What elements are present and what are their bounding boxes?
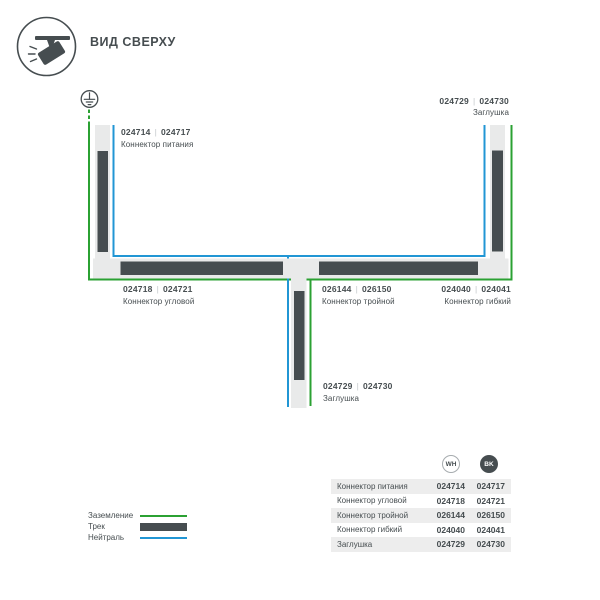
track-rail-bottom bbox=[294, 291, 305, 380]
part-code-bk: 026150 bbox=[476, 510, 505, 521]
legend-item-neutral bbox=[88, 532, 187, 543]
neutral-line-swatch bbox=[140, 537, 187, 539]
parts-table-header bbox=[331, 450, 511, 479]
track-rail-horizontal-2 bbox=[319, 262, 478, 276]
part-code-wh: 024718 bbox=[436, 495, 465, 506]
part-code-bk: 024041 bbox=[476, 524, 505, 535]
part-name: Заглушка bbox=[337, 539, 373, 549]
page-title: ВИД СВЕРХУ bbox=[90, 35, 176, 49]
table-row bbox=[331, 537, 511, 552]
table-row bbox=[331, 479, 511, 494]
label-flexible-connector bbox=[441, 285, 511, 306]
label-name: Коннектор тройной bbox=[322, 296, 395, 306]
label-codes: 024729 | 024730 bbox=[323, 381, 393, 391]
legend-item-track bbox=[88, 521, 187, 532]
label-triple-connector bbox=[322, 285, 395, 306]
label-name: Коннектор питания bbox=[121, 139, 194, 149]
label-endcap-bottom bbox=[323, 382, 393, 403]
label-corner-connector bbox=[123, 285, 194, 306]
track-rail-left bbox=[98, 151, 109, 252]
parts-table bbox=[331, 450, 511, 552]
label-power-connector bbox=[121, 128, 193, 149]
part-name: Коннектор угловой bbox=[337, 496, 407, 506]
earth-symbol-icon bbox=[81, 91, 98, 108]
legend-label: Заземление bbox=[88, 511, 134, 520]
track-rail-right bbox=[492, 151, 503, 252]
label-codes: 024729 | 024730 bbox=[439, 95, 509, 106]
label-codes: 026144 | 026150 bbox=[322, 284, 392, 294]
track-rail-horizontal-1 bbox=[121, 262, 284, 276]
track-bar-swatch bbox=[140, 523, 187, 531]
part-code-bk: 024721 bbox=[476, 495, 505, 506]
label-codes: 024714 | 024717 bbox=[121, 127, 191, 137]
legend-label: Нейтраль bbox=[88, 533, 125, 542]
label-name: Заглушка bbox=[472, 108, 509, 117]
label-name: Коннектор гибкий bbox=[444, 296, 511, 306]
part-code-wh: 026144 bbox=[436, 510, 465, 521]
label-codes: 024040 | 024041 bbox=[441, 284, 511, 294]
part-code-wh: 024729 bbox=[436, 539, 465, 550]
part-code-wh: 024040 bbox=[436, 524, 465, 535]
legend bbox=[88, 510, 187, 543]
legend-label: Трек bbox=[88, 522, 105, 531]
part-name: Коннектор гибкий bbox=[337, 525, 403, 535]
label-endcap-top bbox=[439, 97, 509, 118]
table-row bbox=[331, 494, 511, 509]
label-name: Заглушка bbox=[323, 393, 360, 403]
ground-line-swatch bbox=[140, 515, 187, 517]
part-code-wh: 024714 bbox=[436, 481, 465, 492]
legend-item-ground bbox=[88, 510, 187, 521]
label-codes: 024718 | 024721 bbox=[123, 284, 193, 294]
part-code-bk: 024730 bbox=[476, 539, 505, 550]
label-name: Коннектор угловой bbox=[123, 296, 195, 306]
table-row bbox=[331, 508, 511, 523]
color-badge-black: BK bbox=[480, 455, 498, 473]
part-name: Коннектор тройной bbox=[337, 510, 409, 520]
table-row bbox=[331, 523, 511, 538]
part-name: Коннектор питания bbox=[337, 481, 408, 491]
color-badge-white: WH bbox=[442, 455, 460, 473]
part-code-bk: 024717 bbox=[476, 481, 505, 492]
